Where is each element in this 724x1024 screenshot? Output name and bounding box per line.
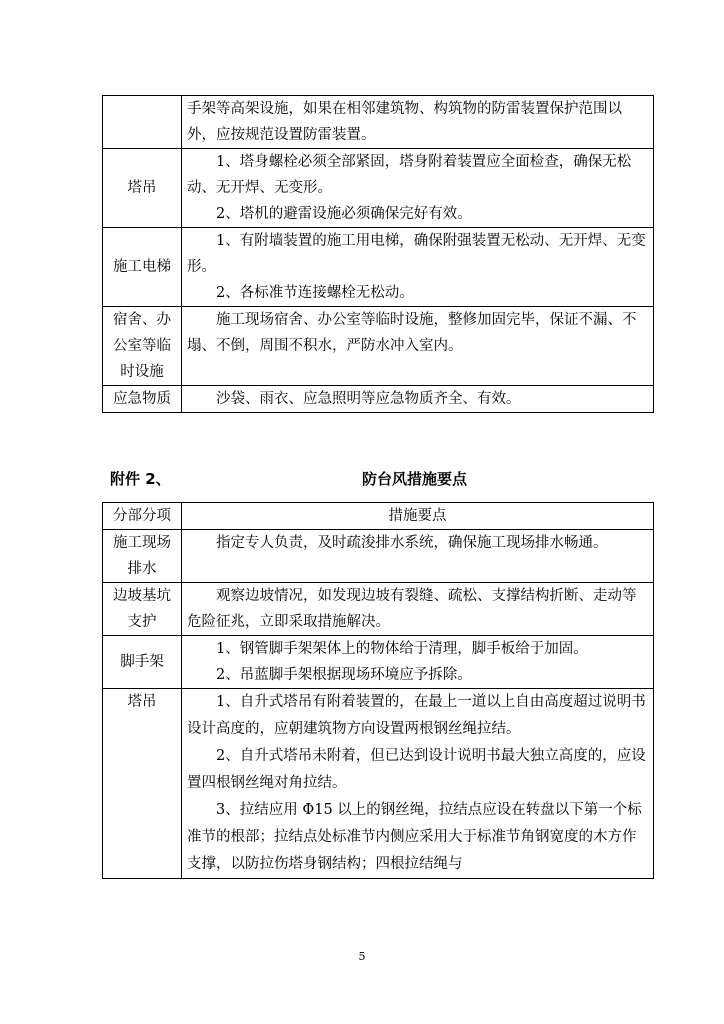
table-cell-content bbox=[182, 689, 654, 879]
table-cell-content bbox=[182, 386, 654, 413]
paragraph: 1、钢管脚手架架体上的物体给于清理，脚手板给于加固。 bbox=[216, 641, 588, 657]
table-cell-category: 塔吊 bbox=[103, 689, 182, 879]
typhoon-measures-table bbox=[102, 502, 654, 879]
table-row bbox=[103, 583, 654, 636]
paragraph: 手架等高架设施，如果在相邻建筑物、构筑物的防雷装置保护范围以外，应按规范设置防雷装置。 bbox=[187, 101, 622, 143]
paragraph: 施工现场宿舍、办公室等临时设施，整修加固完毕，保证不漏、不塌、不倒，周围不积水，严防水冲入室内。 bbox=[187, 312, 637, 354]
paragraph: 2、自升式塔吊未附着，但已达到设计说明书最大独立高度的，应设置四根钢丝绳对角拉结。 bbox=[187, 748, 646, 791]
table-row bbox=[103, 530, 654, 583]
table-header-row bbox=[103, 503, 654, 530]
table-cell-content bbox=[182, 96, 654, 149]
paragraph: 1、有附墙装置的施工用电梯，确保附强装置无松动、无开焊、无变形。 bbox=[187, 233, 646, 275]
table-row bbox=[103, 386, 654, 413]
header-cell-category: 分部分项 bbox=[103, 503, 182, 530]
table-cell-content bbox=[182, 149, 654, 228]
table-row bbox=[103, 636, 654, 689]
paragraph: 2、塔机的避雷设施必须确保完好有效。 bbox=[216, 206, 472, 222]
section-title: 防台风措施要点 bbox=[362, 470, 468, 488]
table-cell-content bbox=[182, 636, 654, 689]
table-cell-category: 施工现场排水 bbox=[103, 530, 182, 583]
table-row bbox=[103, 307, 654, 386]
table-cell-content bbox=[182, 228, 654, 307]
paragraph: 1、自升式塔吊有附着装置的，在最上一道以上自由高度超过说明书设计高度的，应朝建筑物方向设置两根钢丝绳拉结。 bbox=[187, 694, 646, 737]
table-cell-content bbox=[182, 530, 654, 583]
table-cell-category: 施工电梯 bbox=[103, 228, 182, 307]
paragraph: 观察边坡情况，如发现边坡有裂缝、疏松、支撑结构折断、走动等危险征兆，立即采取措施解决。 bbox=[187, 588, 637, 630]
paragraph: 1、塔身螺栓必须全部紧固，塔身附着装置应全面检查，确保无松动、无开焊、无变形。 bbox=[187, 154, 632, 196]
page-number: 5 bbox=[358, 950, 366, 963]
table-cell-category: 应急物质 bbox=[103, 386, 182, 413]
lightning-protection-table bbox=[102, 95, 654, 413]
paragraph: 3、拉结应用 Φ15 以上的钢丝绳，拉结点应设在转盘以下第一个标准节的根部；拉结点处标准节内侧应采用大于标准节角钢宽度的木方作支撑，以防拉伤塔身钢结构；四根拉结绳与 bbox=[187, 802, 642, 872]
table-cell-content bbox=[182, 307, 654, 386]
table-row bbox=[103, 689, 654, 879]
table-row bbox=[103, 96, 654, 149]
paragraph: 2、吊蓝脚手架根据现场环境应予拆除。 bbox=[216, 667, 472, 683]
appendix-label: 附件 2、 bbox=[110, 470, 171, 488]
table-cell-category bbox=[103, 96, 182, 149]
table-cell-category: 边坡基坑支护 bbox=[103, 583, 182, 636]
paragraph: 沙袋、雨衣、应急照明等应急物质齐全、有效。 bbox=[216, 391, 521, 407]
header-cell-measures: 措施要点 bbox=[182, 503, 654, 530]
table-cell-category: 脚手架 bbox=[103, 636, 182, 689]
table-row bbox=[103, 228, 654, 307]
table-cell-category: 宿舍、办公室等临时设施 bbox=[103, 307, 182, 386]
paragraph: 2、各标准节连接螺栓无松动。 bbox=[216, 285, 414, 301]
table-row bbox=[103, 149, 654, 228]
paragraph: 指定专人负责，及时疏浚排水系统，确保施工现场排水畅通。 bbox=[216, 535, 608, 551]
table-cell-content bbox=[182, 583, 654, 636]
table-cell-category: 塔吊 bbox=[103, 149, 182, 228]
